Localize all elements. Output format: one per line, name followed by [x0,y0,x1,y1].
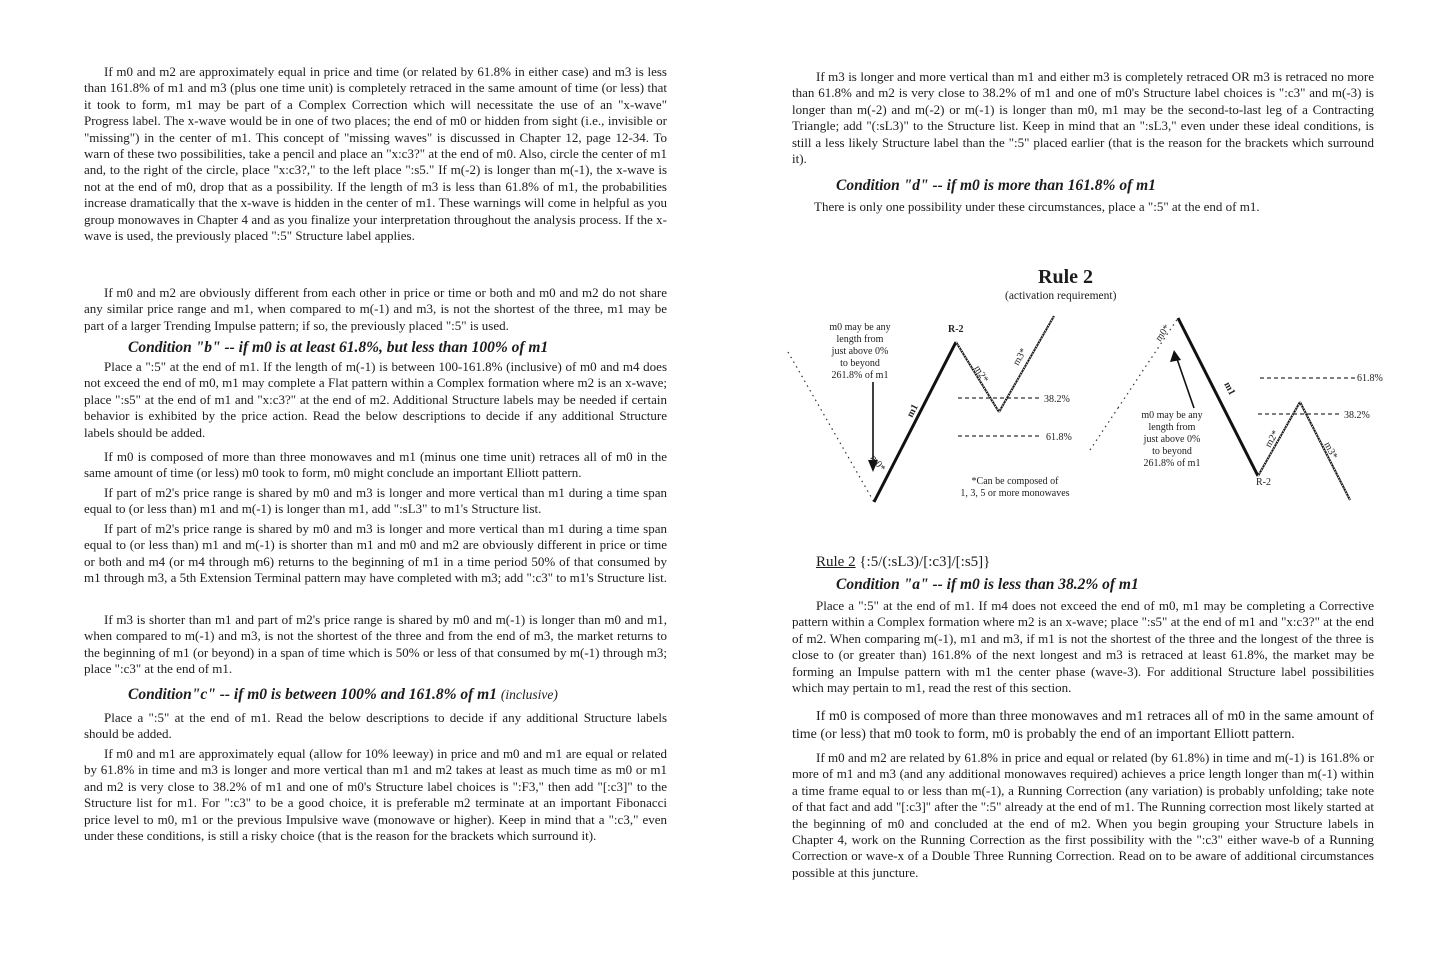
note-line: length from [836,334,884,345]
label-m1-left: m1 [904,402,921,420]
note-line: m0 may be any [829,322,891,333]
paragraph-sl3: If part of m2's price range is shared by m0 and m3 is longer and more vertical than m1 during a time span equal to (or less than) m1 and m(-1) is longer than m1, add ":sL3" to m1's Structure list. [84,485,667,517]
rule2-label: Rule 2 [816,554,856,570]
condition-a-heading: Condition "a" -- if m0 is less than 38.2% of m1 [836,576,1139,593]
right-wave-diagram [1090,318,1383,500]
label-m0-right: m0* [1153,322,1173,344]
label-m2-right: m2* [1263,428,1282,450]
note-line: to beyond [1152,446,1192,457]
paragraph-elliott-pattern: If m0 is composed of more than three monowaves and m1 (minus one time unit) retraces all of m0 in the same amount of time (or less) m0 took to form, m0 might conclude an important Elliott pattern. [84,449,667,481]
label-382-right: 38.2% [1344,410,1370,421]
right-m0-note [1130,410,1214,470]
label-m3-left: m3* [1011,346,1030,368]
rule2-heading [816,554,990,571]
figure-title: Rule 2 [1038,266,1093,288]
paragraph-running-correction: If m0 and m2 are related by 61.8% in price and equal or related (by 61.8%) in time and m(-1) is 161.8% or more of m1 and m3 (and any additional monowaves required) achieves a price length longer than m(-1) within a time frame equal to or less than m(-1), a Running Correction (any variation) is probably unfolding; take note of that fact and add "[:c3]" after the ":5" already at the end of m1. The Running correction most likely started at the beginning of m0 and concluded at the end of m2. When you begin grouping your Structure labels in Chapter 4, work on the Running Correction as the first possibility with the ":c3" either wave-b of a Running Correction or wave-x of a Double Three Running Correction. Read on to be aware of additional circumstances possible at this juncture. [792,750,1374,880]
paragraph-f3: If m0 and m1 are approximately equal (allow for 10% leeway) in price and m0 and m1 are equal or related by 61.8% in time and m3 is longer and more vertical than m1 and m2 takes at least as much time as m0 or m1 and m2 is very close to 38.2% of m1 and one of m0's Structure label choices is ":F3," then add "[:c3]" to the Structure list for m1. For ":c3" to be a good choice, it is preferable m2 terminate at an important Fibonacci price level to m0, m1 or the previous Impulsive wave (monowave or higher). Keep in mind that a ":c3," even under these conditions, is still a risky choice (that is the reason for the brackets which surround it). [84,746,667,844]
note-line: just above 0% [831,346,889,357]
paragraph-condition-b: Place a ":5" at the end of m1. If the length of m(-1) is between 100-161.8% (inclusive) of m0 and m4 does not exceed the end of m0, m1 may complete a Flat pattern within a Complex formation where m2 is an x-wave; place ":s5" at the end of m1 and "x:c3?" at the end of m2. Additional Structure labels may be needed if certain behavior is exhibited by the price action. Read the below descriptions to decide if any additional Structure labels should be added. [84,359,667,440]
composed-note [940,476,1090,500]
label-r2-left: R-2 [948,324,964,335]
paragraph-condition-a: Place a ":5" at the end of m1. If m4 does not exceed the end of m0, m1 may be completing a Corrective pattern within a Complex formation where m2 is an x-wave; place ":s5" at the end of m1 and "x:c3?" at the end of m2. When comparing m(-1), m1 and m3, if m1 is not the shortest of the three and the longest of the three is close to (or greater than) 161.8% of the next longest and m3 is retraced at least 61.8%, the market may be forming an Impulse pattern with m1 the center phase (wave-3). For additional Structure label possibilities which may pertain to m1, read the rest of this section. [792,598,1374,696]
condition-c-text: Condition"c" -- if m0 is between 100% and 161.8% of m1 [128,686,497,703]
label-618-right: 61.8% [1357,373,1383,384]
label-382-left: 38.2% [1044,394,1070,405]
condition-c-heading [128,686,558,704]
rule2-codes: {:5/(:sL3)/[:c3]/[:s5]} [859,554,991,570]
up-arrow-shaft [1176,356,1194,408]
condition-d-heading: Condition "d" -- if m0 is more than 161.8% of m1 [836,177,1156,194]
condition-b-heading: Condition "b" -- if m0 is at least 61.8%, but less than 100% of m1 [128,339,549,356]
paragraph-terminal: If part of m2's price range is shared by m0 and m3 is longer and more vertical than m1 during a time span equal to (or less than) m1 and m(-1) is shorter than m1 and m0 and m2 are obviously different in price or time or both and m4 (or m4 through m6) returns to the beginning of m1 in a time period 50% of that consumed by m1 through m3, a 5th Extension Terminal pattern may have completed with m3; add ":c3" to m1's Structure list. [84,521,667,586]
label-r2-right: R-2 [1256,477,1271,488]
note-line: m0 may be any [1141,410,1203,421]
label-m2-left: m2* [971,363,991,385]
condition-c-inclusive: (inclusive) [500,687,558,702]
note-line: to beyond [840,358,880,369]
paragraph-trending-impulse: If m0 and m2 are obviously different from each other in price or time or both and m0 and m2 do not share any similar price range and m1, when compared to m(-1) and m3, is not the shortest of the three, m1 may be part of a larger Trending Impulse pattern; if so, the previously placed ":5" is used. [84,285,667,333]
label-618-left: 61.8% [1046,432,1072,443]
paragraph-complex-correction: If m0 and m2 are approximately equal in price and time (or related by 61.8% in either case) and m3 is less than 161.8% of m1 and m3 (plus one time unit) is completely retraced in the same amount of time (or less) that it took to form, m1 may be part of a Complex Correction which will necessitate the use of an "x-wave" Progress label. The x-wave would be in one of two places; the end of m0 or hidden from sight (i.e., invisible or "missing") in the center of m1. This concept of "missing waves" is discussed in Chapter 12, page 12-34. To warn of these two possibilities, take a pencil and place an "x:c3?" at the end of m0. Also, circle the center of m1 and, to the right of the circle, place "x:c3?," to the left place ":s5." If m(-2) is longer than m(-1), the x-wave is not at the end of m0, drop that as a possibility. If the length of m3 is less than 61.8% of m1, the probabilities increase dramatically that the x-wave is hidden in the center of m1. These warnings will come in helpful as you group monowaves in Chapter 4 and as you finalize your interpretation throughout the analysis process. If the x-wave is used, the previously placed ":5" Structure label applies. [84,64,667,244]
paragraph-c3: If m3 is shorter than m1 and part of m2's price range is shared by m0 and m(-1) is longer than m0 and m1, when compared to m(-1) and m3, is not the shortest of the three and from the end of m3, the market returns to the beginning of m1 (or beyond) in a span of time which is 50% or less of that consumed by m(-1) through m3; place ":c3" at the end of m1. [84,612,667,677]
label-m0-left: m0* [867,453,888,474]
note-line: 1, 3, 5 or more monowaves [960,488,1070,499]
paragraph-condition-c: Place a ":5" at the end of m1. Read the below descriptions to decide if any additional Structure labels should be added. [84,710,667,742]
note-line: 261.8% of m1 [831,370,889,381]
label-m1-right: m1 [1221,380,1238,398]
up-arrow-icon [1170,350,1181,362]
figure-subtitle: (activation requirement) [1005,290,1117,302]
note-line: length from [1148,422,1196,433]
note-line: *Can be composed of [971,476,1059,487]
left-m0-note [818,322,902,382]
paragraph-contracting-triangle: If m3 is longer and more vertical than m1 and either m3 is completely retraced OR m3 is retraced no more than 61.8% and m2 is very close to 38.2% of m1 and one of m0's Structure label choices is ":c3" and m(-3) is longer than m(-2) and m(-2) or m(-1) is longer than m0, m1 may be the second-to-last leg of a Contracting Triangle; add "(:sL3)" to the Structure list. Keep in mind that an ":sL3," even under these ideal conditions, is still a less likely Structure label than the ":5" placed earlier (that is the reason for the brackets which surround it). [792,69,1374,167]
paragraph-m0-composed: If m0 is composed of more than three monowaves and m1 retraces all of m0 in the same amount of time (or less) that m0 took to form, m0 is probably the end of an important Elliott pattern. [792,709,1374,742]
label-m3-right: m3* [1321,440,1340,462]
paragraph-condition-d: There is only one possibility under these circumstances, place a ":5" at the end of m1. [814,199,1260,214]
note-line: 261.8% of m1 [1143,458,1201,469]
note-line: just above 0% [1143,434,1201,445]
